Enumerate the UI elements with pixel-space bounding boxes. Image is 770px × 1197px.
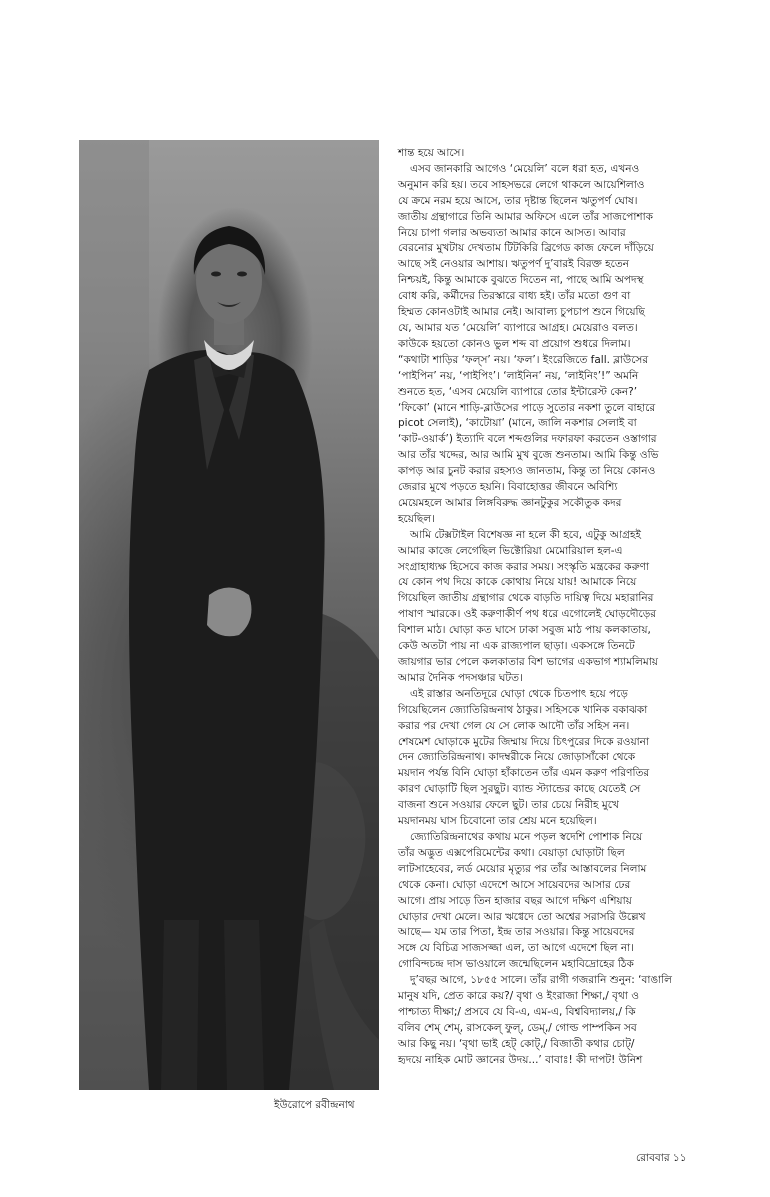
article-line: হিম্মত কোনওটাই আমার নেই। আবাল্য চুপচাপ শুনে গিয়েছি: [398, 306, 645, 319]
article-line: জেরার মুখে পড়তে হয়নি। বিবাহোত্তর জীবনে অবিশ্যি: [398, 481, 618, 494]
article-line: করার পর দেখা গেল যে সে লোক আদৌ তাঁর সহিস নন।: [398, 719, 630, 732]
article-line: আর কিছু নয়। ‘বৃথা ভাই হেট্‌ কোট্‌,/ বিজাতী কথার চোট্‌/: [398, 1037, 635, 1050]
article-line: আমার কাজে লেগেছিল ভিক্টোরিয়া মেমোরিয়াল হল-এ: [398, 544, 623, 557]
article-line: এই রাস্তার অনতিদূরে ঘোড়া থেকে চিতপাৎ হয়ে পড়ে: [410, 687, 628, 700]
article-body: [398, 146, 738, 1069]
article-line: সংগ্রাহাধ্যক্ষ হিসেবে কাজ করার সময়। সংস্কৃতি মন্ত্রকের করুণা: [398, 560, 650, 573]
article-line: ‘কাট-ওয়ার্ক’) ইত্যাদি বলে শব্দগুলির দফারফা করতেন ওস্তাগার: [398, 433, 657, 446]
article-line: হৃদয়ে নাহিক মোট জ্ঞানের উদয়...’ বাবাঃ! কী দাপট! উনিশ: [398, 1053, 643, 1066]
portrait-illustration: [79, 140, 379, 1090]
article-line: আর তাঁর খদ্দের, আর আমি মুখ বুজে শুনতাম। আমি কিন্তু ওভি: [398, 449, 659, 462]
hand: [207, 588, 251, 637]
article-line: তাঁর অদ্ভুত এক্সপেরিমেন্টের কথা। বেয়াড়া ঘোড়াটা ছিল: [398, 846, 625, 859]
article-line: বলিব শেম্‌ শেম্‌, রাসকেল্‌ ফুল্‌, ডেম্‌,/ গোল্ড পাম্পকিন সব: [398, 1021, 637, 1034]
article-line: এসব জানকারি আগেও ‘মেয়েলি’ বলে ধরা হত, এখনও: [410, 162, 640, 175]
article-line: শান্ত হয়ে আসে।: [398, 147, 465, 159]
article-line: গিয়েছিলেন জ্যোতিরিন্দ্রনাথ ঠাকুর। সহিসকে খানিক বকাঝকা: [398, 703, 648, 716]
article-line: ‘পাইপিন’ নয়, ‘পাইপিং’। ‘লাইনিন’ নয়, ‘লাইনিং’!” অমনি: [398, 369, 639, 382]
article-line: বোধ করি, কর্মীদের তিরস্কারে বাধ্য হই। তাঁর মতো গুণ বা: [398, 290, 631, 303]
article-line: পাশ্চাত্য দীক্ষা;/ প্রসবে যে বি-এ, এম-এ, বিশ্ববিদ্যালয়,/ কি: [398, 1005, 636, 1018]
eye-right: [237, 272, 247, 277]
article-line: দু’বছর আগে, ১৮৫৫ সালে। তাঁর রাগী গজরানি শুনুন: ‘বাঙালি: [410, 974, 672, 987]
article-line: কেউ অতটা পায় না এক রাজ্যপাল ছাড়া। একসঙ্গে তিনটে: [398, 640, 635, 653]
article-line: আমার দৈনিক পদসঞ্চার ঘটত।: [398, 671, 523, 684]
article-line: জ্যোতিরিন্দ্রনাথের কথায় মনে পড়ল স্বদেশি পোশাক নিয়ে: [410, 830, 643, 843]
article-line: বাজনা শুনে সওয়ার ফেলে ছুট। তার চেয়ে নিরীহ মুখে: [398, 799, 619, 812]
article-line: পাষাণ স্মারকে। ওই করুণাকীর্ণ পথ ধরে এগোলেই ঘোড়দৌড়ের: [398, 608, 657, 621]
article-line: লাটসাহেবের, লর্ড মেয়োর মৃত্যুর পর তাঁর আস্তাবলের নিলাম: [398, 862, 647, 875]
article-line: শুনতে হত, ‘এসব মেয়েলি ব্যাপারে তোর ইন্টারেস্ট কেন?’: [398, 385, 638, 398]
article-line: গোবিন্দচন্দ্র দাস ভাওয়ালে জন্মেছিলেন মহাবিদ্রোহের ঠিক: [398, 958, 634, 971]
article-line: কারণ ঘোড়াটি ছিল সুরছুট। ব্যান্ড স্ট্যান্ডের কাছে যেতেই সে: [398, 783, 641, 796]
article-line: মেয়েমহলে আমার লিঙ্গবিরুদ্ধ জ্ঞানটুকুর সকৌতুক কদর: [398, 496, 622, 509]
rabindranath-portrait-photo: [79, 140, 379, 1090]
article-line: ‘ফিকো’ (মানে শাড়ি-ব্লাউসের পাড়ে সুতোর নকশা তুলে বাহারে: [398, 401, 656, 414]
article-line: যে ক্রমে নরম হয়ে আসে, তার দৃষ্টান্ত ছিলেন ঋতুপর্ণ ঘোষ।: [398, 194, 638, 207]
article-line: picot সেলাই), ‘কাটোয়া’ (মানে, জালি নকশার সেলাই বা: [398, 417, 637, 430]
article-line: জাতীয় গ্রন্থাগারে তিনি আমার অফিসে এলে তাঁর সাজপোশাক: [398, 210, 653, 223]
article-line: জায়গার ভার পেলে কলকাতার বিশ ভাগের একভাগ শ্যামলিমায়: [398, 656, 658, 668]
article-line: সঙ্গে যে বিচিত্র সাজসজ্জা এল, তা আগে এদেশে ছিল না।: [398, 942, 634, 955]
page-footer: রোববার ১১: [636, 1152, 687, 1164]
article-line: বিশাল মাঠ। ঘোড়া কত ঘাসে ঢাকা সবুজ মাঠ পায় কলকাতায়,: [398, 624, 651, 637]
article-line: আগে। প্রায় সাড়ে তিন হাজার বছর আগে দক্ষিণ এশিয়ায়: [398, 894, 632, 907]
article-line: ঘোড়ার দেখা মেলে। আর ঋগ্বেদে তো অশ্বের সরাসরি উল্লেখ: [398, 910, 646, 923]
article-line: আমি টেক্সটাইল বিশেষজ্ঞ না হলে কী হবে, এটুকু আগ্রহই: [410, 528, 641, 541]
article-line: গিয়েছিল জাতীয় গ্রন্থাগার থেকে বাড়তি দায়িত্ব দিয়ে মহারানির: [398, 592, 654, 605]
article-line: শেষমেশ ঘোড়াকে মুটের জিম্মায় দিয়ে চিৎপুরের দিকে রওয়ানা: [398, 735, 649, 748]
article-line: যে, আমার যত ‘মেয়েলি’ ব্যাপারে আগ্রহ। মেয়েরাও বলত।: [398, 321, 638, 334]
article-line: “কথাটা শাড়ির ‘ফল্‌স’ নয়। ‘ফল’। ইংরেজিতে fall. ব্লাউসের: [398, 353, 649, 366]
eye-left: [211, 272, 221, 277]
article-line: থেকে কেনা। ঘোড়া এদেশে আসে সায়েবদের আসার ঢের: [398, 878, 631, 891]
article-line: ময়দান পর্যন্ত বিনি ঘোড়া হাঁকাতেন তাঁর এমন করুণ পরিণতির: [398, 767, 650, 780]
article-line: হয়েছিল।: [398, 512, 435, 525]
article-line: নিয়ে চাপা গলার অভব্যতা আমার কানে আসত। আবার: [398, 226, 626, 239]
article-line: মানুষ যদি, প্রেত কারে কয়?/ বৃথা ও ইংরাজা শিক্ষা,/ বৃথা ও: [398, 990, 639, 1003]
trouser-left: [161, 920, 199, 1090]
article-line: কাপড় আর চুনট করার রহস্যও জানতাম, কিন্তু তা নিয়ে কোনও: [398, 465, 656, 478]
article-line: নিশ্চয়ই, কিন্তু আমাকে বুঝতে দিতেন না, পাছে আমি অপদস্থ: [398, 274, 644, 287]
photo-caption: ইউরোপে রবীন্দ্রনাথ: [274, 1099, 355, 1111]
trouser-right: [224, 920, 264, 1090]
article-line: বেরনোর মুখটায় দেখতাম টিটকিরি ব্রিগেড কাজ ফেলে দাঁড়িয়ে: [398, 242, 654, 255]
article-line: আছে সই নেওয়ার আশায়। ঋতুপর্ণ দু’বারই বিরক্ত হতেন: [398, 258, 630, 271]
article-line: দেন জ্যোতিরিন্দ্রনাথ। কাদম্বরীকে নিয়ে জোড়াসাঁকো থেকে: [398, 751, 636, 764]
article-line: অনুমান করি হয়। তবে সাহসভরে লেগে থাকলে আয়েশিলাও: [398, 178, 645, 191]
article-line: কাউকে হয়তো কোনও ভুল শব্দ বা প্রয়োগ শুধরে দিলাম।: [398, 337, 631, 350]
article-line: আছে— যম তার পিতা, ইন্দ্র তার সওয়ার। কিন্তু সায়েবদের: [398, 926, 635, 939]
article-line: যে কোন পথ দিয়ে কাকে কোথায় নিয়ে যায়! আমাকে নিয়ে: [398, 576, 637, 589]
article-line: ময়দানময় ঘাস চিবোনো তার শ্রেয় মনে হয়েছিল।: [398, 815, 597, 828]
